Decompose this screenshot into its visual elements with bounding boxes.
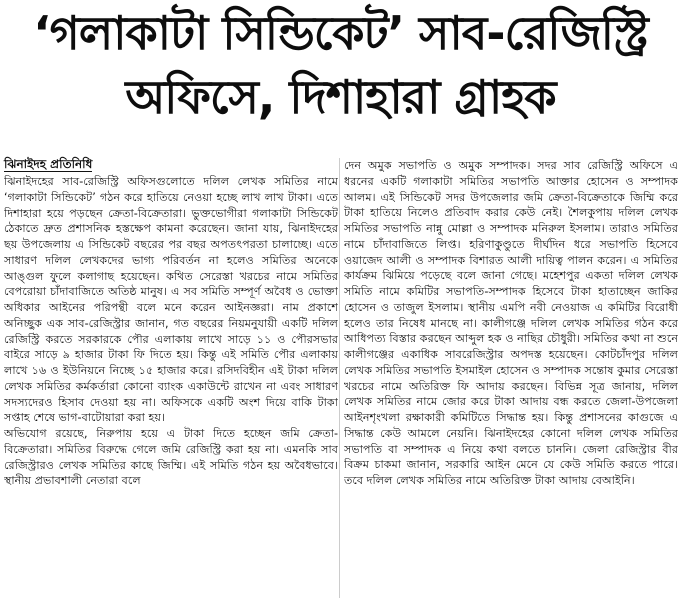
paragraph: অভিযোগ রয়েছে, নিরুপায় হয়ে এ টাকা দিতে হচ্ছেন জমি ক্রেতা-বিক্রেতারা। সমিতির বিরুদ্ধে গেলে জমি রেজিস্ট্রি করা হয় না। এমনকি সাব রেজিস্ট্রারও লেখক সমিতির কাছে জিম্মি। এই সমিতি গঠন হয় অবৈধভাবে। স্থানীয় প্রভাবশালী নেতারা বলে (4, 427, 338, 488)
byline (4, 156, 204, 172)
paragraph: ঝিনাইদহের সাব-রেজিস্ট্রি অফিসগুলোতে দলিল লেখক সমিতির নামে ‘গলাকাটা সিন্ডিকেট’ গঠন করে হাতিয়ে নেওয়া হচ্ছে লাখ লাখ টাকা। এতে দিশাহারা হয়ে পড়ছেন ক্রেতা-বিক্রেতারা। ভুক্তভোগীরা গলাকাটা সিন্ডিকেট ঠেকাতে দ্রুত প্রশাসনিক হস্তক্ষেপ কামনা করেছেন। জানা যায়, ঝিনাইদহের ছয় উপজেলায় এ সিন্ডিকেট বছরের পর বছর অপতৎপরতা চালাচ্ছে। এতে সাধারণ দলিল লেখকদের ভাগ্য পরিবর্তন না হলেও সমিতির অনেকে আঙ্গুল ফুলে কলাগাছ হয়েছেন। কথিত সেরেস্তা খরচের নামে সমিতির বেপরোয়া চাঁদাবাজিতে অতিষ্ঠ মানুষ। এ সব সমিতি সম্পূর্ণ অবৈধ ও ভোক্তা অধিকার আইনের পরিপন্থী বলে মনে করেন আইনজ্ঞরা। নাম প্রকাশে অনিচ্ছুক এক সাব-রেজিস্ট্রার জানান, গত বছরের নিয়মনুযায়ী একটি দলিল রেজিস্ট্রি করতে সরকারকে পৌর এলাকায় লাখে সাড়ে ১১ ও পৌরসভার বাইরে সাড়ে ৯ হাজার টাকা ফি দিতে হয়। কিন্তু এই সমিতি পৌর এলাকায় লাখে ১৬ ও ইউনিয়নে নিচ্ছে ১৫ হাজার করে। রসিদবিহীন এই টাকা দলিল লেখক সমিতির কর্মকর্তারা কোনো ব্যাংক একাউন্টে রাখেন না এবং সাধারণ সদস্যদেরও হিসাব দেওয়া হয় না। অফিসকে একটি অংশ দিয়ে বাকি টাকা সপ্তাহ শেষে ভাগ-বাটোয়ারা করা হয়। (4, 175, 338, 425)
paragraph: দেন অমুক সভাপতি ও অমুক সম্পাদক। সদর সাব রেজিস্ট্রি অফিসে এ ধরনের একটি গলাকাটা সমিতির সভাপতি আক্তার হোসেন ও সম্পাদক আলম। এই সিন্ডিকেট সদর উপজেলার জমি ক্রেতা-বিক্রেতাকে জিম্মি করে টাকা হাতিয়ে নিলেও প্রতিবাদ করার কেউ নেই। শৈলকুপায় দলিল লেখক সমিতির সভাপতি নান্নু মোল্লা ও সম্পাদক মনিরুল ইসলাম। তারাও সমিতির নামে চাঁদাবাজিতে লিপ্ত। হরিণাকুণ্ডুতে দীর্ঘদিন ধরে সভাপতি হিসেবে ওয়াজেদ আলী ও সম্পাদক বিশারত আলী দায়িত্ব পালন করেন। এ সমিতির কার্যক্রম ঝিমিয়ে পড়েছে বলে জানা গেছে। মহেশপুর একতা দলিল লেখক সমিতি নামে কমিটির সভাপতি-সম্পাদক হিসেবে টাকা হাতাচ্ছেন জাকির হোসেন ও তাজুল ইসলাম। স্থানীয় এমপি নবী নেওয়াজ এ কমিটির বিরোধী হলেও তার নিষেধ মানছে না। কালীগঞ্জে দলিল লেখক সমিতির গঠন করে আধিপত্য বিস্তার করছেন আব্দুল হক ও নাছির চৌধুরী। সমিতির কথা না শুনে কালীগঞ্জের একাধিক সাবরেজিস্ট্রার অপদস্ত হয়েছেন। কোটচাঁদপুর দলিল লেখক সমিতির সভাপতি ইসমাইল হোসেন ও সম্পাদক সন্তোষ কুমার সেরেস্তা খরচের নামে অতিরিক্ত ফি আদায় করছেন। বিভিন্ন সূত্র জানায়, দলিল লেখক সমিতির নামে জোর করে টাকা আদায় বন্ধ করতে জেলা-উপজেলা আইনশৃংখলা রক্ষাকারী কমিটিতে সিদ্ধান্ত হয়। কিন্তু প্রশাসনের কাগুজে এ সিদ্ধান্ত কেউ আমলে নেয়নি। ঝিনাইদহের কোনো দলিল লেখক সমিতির সভাপতি বা সম্পাদক এ নিয়ে কথা বলতে চাননি। জেলা রেজিস্ট্রার বীর বিক্রম চাকমা জানান, সরকারি আইন মেনে যে কেউ সমিতি করতে পারে। তবে দলিল লেখক সমিতির নামে অতিরিক্ত টাকা আদায় বেআইনি। (344, 159, 678, 487)
headline-line-1: ‘গলাকাটা সিন্ডিকেট’ সাব-রেজিস্ট্রি (33, 6, 648, 60)
headline (0, 2, 681, 130)
headline-line-2: অফিসে, দিশাহারা গ্রাহক (125, 70, 556, 124)
column-divider (339, 158, 340, 598)
byline-text: ঝিনাইদহ প্রতিনিধি (4, 157, 93, 171)
article-column-left (4, 174, 338, 598)
article-column-right (344, 158, 678, 598)
